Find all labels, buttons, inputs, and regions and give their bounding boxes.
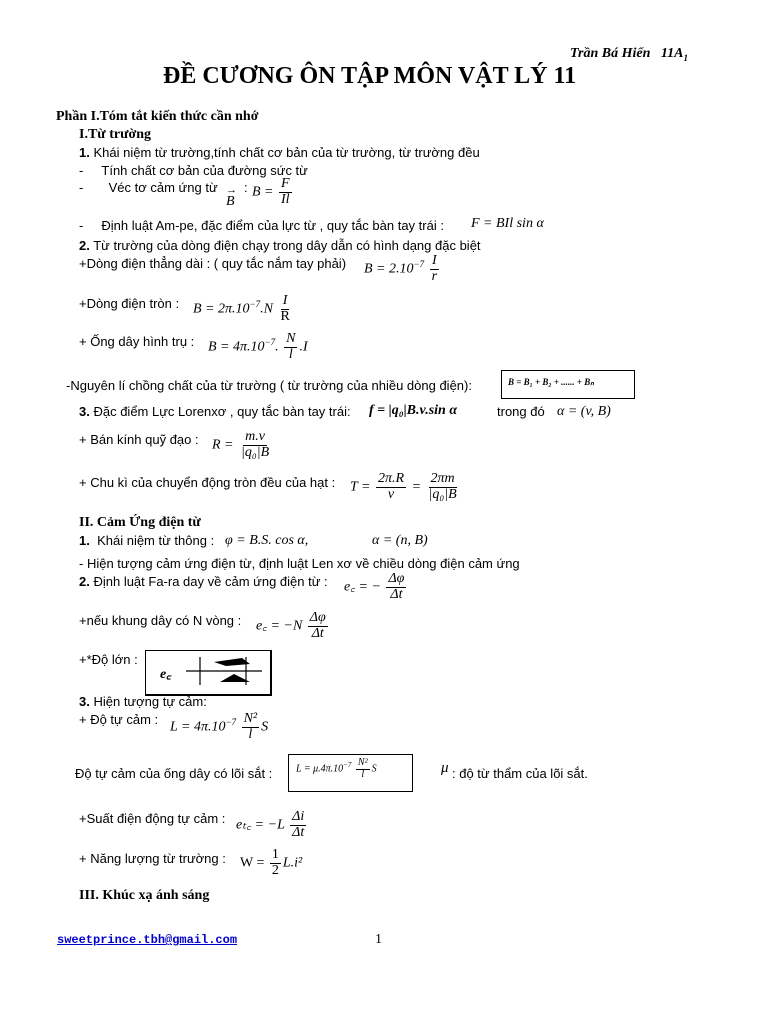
iron-core-formula: $L = \mu.4\pi.10^{-7}$ $\frac{\text{N²}}{l}$ S <box>296 757 377 780</box>
period-formula: T = $\frac{2\pi.R}{v}$ = $\frac{2\pi m}{\text{|q₀|B}}$ <box>350 471 457 502</box>
part1-heading: Phần I.Tóm tắt kiến thức cần nhớ <box>56 109 259 124</box>
faraday-formula: e꜀ = − $\frac{\Delta\varphi}{\Delta t}$ <box>344 571 405 602</box>
author-line: Trần Bá Hiển $11A_1$ <box>570 46 688 63</box>
orbit-radius-formula: R = $\frac{m.v}{\text{|q₀|B}}$ <box>212 429 270 460</box>
page-number: 1 <box>375 932 382 947</box>
period-label: + Chu kì của chuyển động tròn đều của hạt : <box>79 475 336 490</box>
sec3-heading: III. Khúc xạ ánh sáng <box>79 888 210 903</box>
sec2-item3: 3. Hiện tượng tự cảm: <box>79 694 207 709</box>
page-title: ĐỀ CƯƠNG ÔN TẬP MÔN VẬT LÝ 11 <box>163 63 577 89</box>
superposition-formula: B = B₁ + B₂ + ...... + Bₙ <box>508 377 594 387</box>
iron-core-label: Độ tự cảm của ống dây có lõi sắt : <box>75 766 273 781</box>
sec1-item2: 2. Từ trường của dòng điện chạy trong dây dẫn có hình dạng đặc biệt <box>79 238 481 253</box>
magnitude-label: +*Độ lớn : <box>79 652 138 667</box>
lorentz-where-label: trong đó <box>497 404 545 419</box>
bullet-ampere: - Định luật Am-pe, đặc điểm của lực từ , quy tắc bàn tay trái : <box>79 218 444 233</box>
self-emf-formula: eₜ꜀ = −L $\frac{\Delta i}{\Delta t}$ <box>236 809 305 840</box>
inductance-formula: $L = 4\pi.10^{-7}$ $\frac{\text{N²}}{l}$ S <box>170 711 269 742</box>
sec1-heading: I.Từ trường <box>79 127 152 142</box>
mu-description: : độ từ thẩm của lõi sắt. <box>452 766 588 781</box>
b-vector-colon: : <box>244 180 248 195</box>
lorentz-formula: f = |q₀|B.v.sin α <box>369 403 458 418</box>
sec2-item2: 2. Định luật Fa-ra day về cảm ứng điện từ : <box>79 574 328 589</box>
solenoid-formula: $B = 4\pi.10^{-7}$. $\frac{N}{l}$ .I <box>208 331 308 362</box>
flux-formula: φ = B.S. cos α, <box>225 533 309 548</box>
ampere-formula: F = BIl sin α <box>471 216 544 231</box>
circular-current-formula: $B = 2\pi.10^{-7}.N$ $\frac{I}{R}$ <box>193 293 290 324</box>
n-turns-formula: e꜀ = −N $\frac{\Delta\varphi}{\Delta t}$ <box>256 610 326 641</box>
self-emf-label: +Suất điện động tự cảm : <box>79 811 226 826</box>
circular-current-label: +Dòng điện tròn : <box>79 296 180 311</box>
author-name: Trần Bá Hiển <box>570 46 651 61</box>
sec2-item1: 1. Khái niệm từ thông : <box>79 533 215 548</box>
mu-symbol: μ <box>441 760 449 776</box>
energy-formula: W = $\frac{1}{2}$ L.i² <box>240 847 303 878</box>
bullet-field-lines: - Tính chất cơ bản của đường sức từ <box>79 163 308 178</box>
superposition-label: -Nguyên lí chồng chất của từ trường ( từ trường của nhiều dòng điện): <box>66 378 472 393</box>
footer-email-link[interactable]: sweetprince.tbh@gmail.com <box>57 933 238 947</box>
sec1-item3: 3. Đặc điểm Lực Lorenxơ , quy tắc bàn tay trái: <box>79 404 351 419</box>
class-name: 11A <box>660 46 684 61</box>
b-definition-formula: B = $\frac{F}{Il}$ <box>252 176 290 207</box>
lenz-law-line: - Hiện tượng cảm ứng điện từ, định luật Len xơ về chiều dòng điện cảm ứng <box>79 556 520 571</box>
orbit-radius-label: + Bán kính quỹ đạo : <box>79 432 199 447</box>
straight-current-label: +Dòng điện thẳng dài : ( quy tắc nắm tay phải) <box>79 256 347 271</box>
energy-label: + Năng lượng từ trường : <box>79 851 226 866</box>
inductance-label: + Độ tự cảm : <box>79 712 159 727</box>
solenoid-label: + Ống dây hình trụ : <box>79 334 195 349</box>
sec1-item1: 1. Khái niệm từ trường,tính chất cơ bản của từ trường, từ trường đều <box>79 145 480 160</box>
b-vector-symbol: → B <box>226 184 237 209</box>
flux-alpha-formula: α = (n, B) <box>372 533 428 548</box>
alpha-definition: α = (v, B) <box>557 404 611 419</box>
magnitude-formula-lhs: e꜀ <box>160 667 172 682</box>
sec2-heading: II. Cảm Ứng điện từ <box>79 515 201 530</box>
magnitude-formula-graphic <box>184 654 264 688</box>
bullet-induction-vector: - Véc tơ cảm ứng từ <box>79 180 218 195</box>
straight-current-formula: $B = 2.10^{-7}$ $\frac{I}{r}$ <box>364 253 438 284</box>
n-turns-label: +nếu khung dây có N vòng : <box>79 613 242 628</box>
